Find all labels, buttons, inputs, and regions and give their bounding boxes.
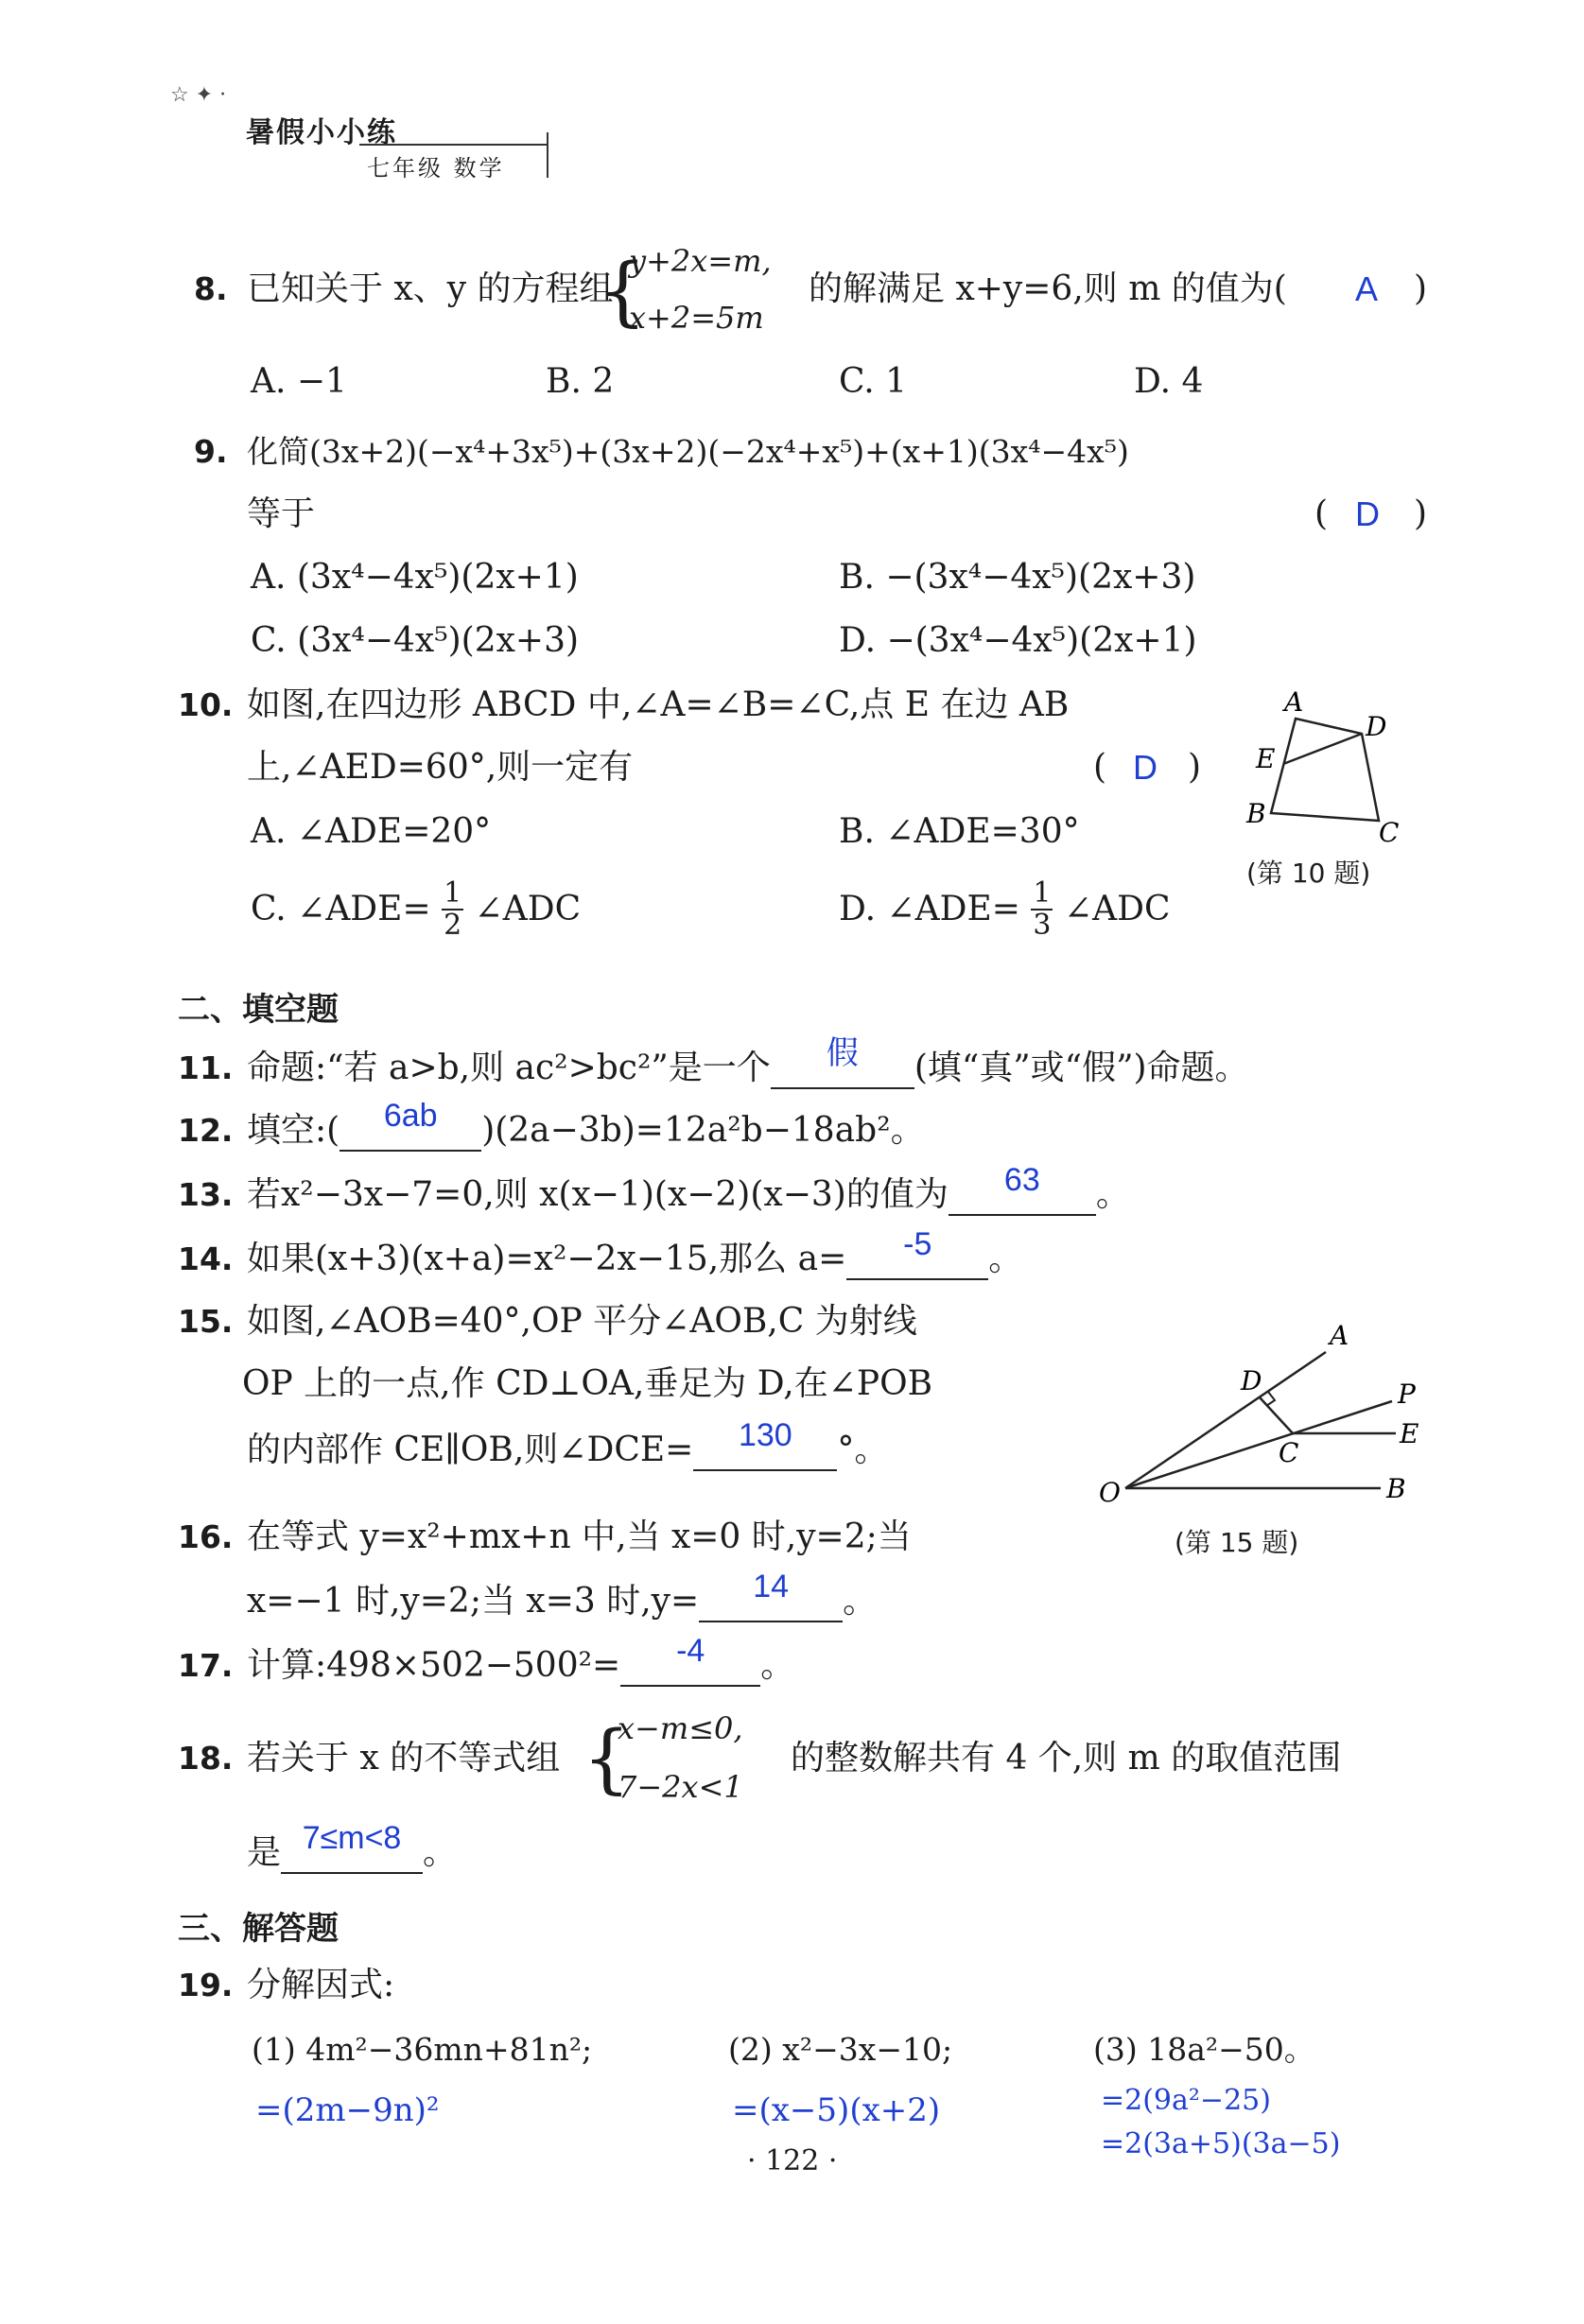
- question-10: [178, 685, 1246, 968]
- line3-before: 的内部作 CE∥OB,则∠DCE=: [247, 1431, 694, 1469]
- question-text-after: )(2a−3b)=12a²b−18ab²。: [481, 1111, 925, 1150]
- answer: -5: [903, 1226, 932, 1262]
- system-brace: {: [583, 1714, 631, 1802]
- question-text: 计算:498×502−500²=: [247, 1646, 621, 1685]
- question-text: 如果(x+3)(x+a)=x²−2x−15,那么 a=: [247, 1240, 847, 1278]
- question-number: 9.: [194, 433, 228, 470]
- inequality-1: x−m≤0,: [618, 1710, 743, 1746]
- option-b: B. −(3x⁴−4x⁵)(2x+3): [839, 558, 1196, 597]
- question-text-line2: 等于: [247, 494, 316, 533]
- question-14: [178, 1226, 1407, 1284]
- question-text-line2: [247, 1569, 878, 1622]
- question-8: [194, 243, 1428, 348]
- figure-10-caption: (第 10 题): [1246, 858, 1371, 889]
- option-b: B. ∠ADE=30°: [839, 812, 1080, 851]
- question-text: 若关于 x 的不等式组: [247, 1739, 561, 1778]
- option-c: [251, 878, 581, 954]
- option-a: A. ∠ADE=20°: [251, 812, 492, 851]
- segment-ed: [1283, 734, 1362, 764]
- answer-blank: [699, 1569, 843, 1622]
- answer: 假: [826, 1035, 859, 1071]
- line2-before: x=−1 时,y=2;当 x=3 时,y=: [247, 1582, 700, 1621]
- fraction-one-half: [442, 878, 463, 941]
- question-number: 19.: [178, 1967, 234, 2003]
- option-a: A. −1: [251, 362, 347, 401]
- option-d: D. −(3x⁴−4x⁵)(2x+1): [839, 621, 1197, 660]
- option-b: B. 2: [546, 362, 615, 401]
- figure-15-caption: (第 15 题): [1175, 1527, 1299, 1558]
- question-13: [178, 1162, 1407, 1220]
- question-11: [178, 1035, 1407, 1093]
- denominator: 2: [444, 909, 462, 942]
- right-angle-mark: [1266, 1392, 1275, 1406]
- page-number: · 122 ·: [747, 2144, 838, 2177]
- option-c: C. (3x⁴−4x⁵)(2x+3): [251, 621, 580, 660]
- part-1-answer: =(2m−9n)²: [255, 2091, 440, 2129]
- figure-angle-bisector: [1078, 1295, 1447, 1513]
- question-text-line2: 上,∠AED=60°,则一定有: [247, 748, 634, 787]
- label-e: E: [1256, 743, 1276, 774]
- part-2: (2) x²−3x−10;: [728, 2031, 953, 2068]
- question-text-after: (填“真”或“假”)命题。: [914, 1049, 1249, 1087]
- question-text-after: 。: [988, 1240, 1023, 1278]
- answer-blank: [339, 1098, 481, 1152]
- question-text: 化简(3x+2)(−x⁴+3x⁵)+(3x+2)(−2x⁴+x⁵)+(x+1)(3x⁴−4x⁵): [247, 433, 1129, 470]
- question-text-line2: [247, 1820, 458, 1874]
- ray-op: [1125, 1401, 1392, 1488]
- inequality-2: 7−2x<1: [618, 1769, 743, 1805]
- open-paren: (: [1314, 494, 1329, 533]
- part-3-answer-line1: =2(9a²−25): [1101, 2084, 1271, 2117]
- answer: D: [1133, 748, 1158, 787]
- label-o: O: [1099, 1477, 1121, 1508]
- answer: 14: [753, 1569, 790, 1604]
- label-e: E: [1400, 1418, 1419, 1449]
- label-c: C: [1379, 817, 1400, 848]
- label-d: D: [1366, 711, 1387, 742]
- answer: D: [1355, 494, 1380, 533]
- q8-options: [251, 361, 1385, 403]
- line3-after: °。: [837, 1431, 889, 1469]
- denominator: 3: [1033, 909, 1052, 942]
- answer-blank: [771, 1035, 914, 1089]
- answer: 6ab: [383, 1098, 438, 1134]
- close-paren: ): [1414, 494, 1428, 533]
- book-subtitle: 七年级 数学: [367, 155, 505, 182]
- question-text-after: 的解满足 x+y=6,则 m 的值为(: [809, 269, 1287, 308]
- question-16: [178, 1517, 1076, 1630]
- question-title: 分解因式:: [247, 1966, 395, 2004]
- section-solve: 三、解答题: [178, 1910, 339, 1948]
- quadrilateral-abcd: [1271, 719, 1379, 821]
- question-number: 10.: [178, 686, 234, 723]
- option-c-suffix: ∠ADC: [474, 890, 582, 928]
- label-b: B: [1386, 1473, 1406, 1504]
- option-d-prefix: D. ∠ADE=: [839, 890, 1020, 928]
- question-18: [178, 1708, 1436, 1878]
- label-a: A: [1330, 1320, 1349, 1351]
- question-number: 18.: [178, 1740, 234, 1777]
- numerator: 1: [1033, 876, 1052, 910]
- system-brace: {: [599, 247, 647, 335]
- question-number: 8.: [194, 270, 228, 307]
- option-d: D. 4: [1134, 362, 1204, 401]
- option-c-prefix: C. ∠ADE=: [251, 890, 431, 928]
- answer-blank: [949, 1162, 1096, 1216]
- close-paren: ): [1188, 748, 1202, 787]
- option-d: [839, 878, 1171, 954]
- question-text: 如图,∠AOB=40°,OP 平分∠AOB,C 为射线: [247, 1302, 917, 1341]
- question-number: 12.: [178, 1112, 234, 1149]
- label-c: C: [1279, 1437, 1299, 1468]
- question-number: 16.: [178, 1518, 234, 1555]
- question-number: 14.: [178, 1240, 234, 1277]
- question-text: 在等式 y=x²+mx+n 中,当 x=0 时,y=2;当: [247, 1518, 912, 1556]
- star-decoration-icon: ☆ ✦ ·: [170, 83, 227, 107]
- answer: 130: [738, 1417, 792, 1453]
- question-text-after: 的整数解共有 4 个,则 m 的取值范围: [791, 1739, 1342, 1778]
- answer: -4: [676, 1633, 705, 1669]
- question-text: 已知关于 x、y 的方程组: [247, 269, 614, 308]
- fraction-one-third: [1031, 878, 1053, 941]
- answer-blank: [846, 1226, 988, 1280]
- question-number: 11.: [178, 1049, 234, 1086]
- answer: 7≤m<8: [302, 1820, 402, 1856]
- answer: A: [1355, 269, 1379, 308]
- header-rule: [359, 144, 548, 146]
- label-p: P: [1398, 1379, 1416, 1410]
- question-number: 15.: [178, 1303, 234, 1340]
- header: [170, 76, 567, 180]
- segment-cd: [1260, 1397, 1293, 1433]
- header-vertical-rule: [547, 132, 548, 178]
- equation-1: y+2x=m,: [629, 243, 772, 279]
- option-c: C. 1: [839, 362, 908, 401]
- question-text-line3: [247, 1417, 889, 1471]
- question-text-after: 。: [1095, 1175, 1130, 1214]
- question-text: 命题:“若 a>b,则 ac²>bc²”是一个: [247, 1049, 771, 1087]
- line2-after: 。: [843, 1582, 878, 1621]
- label-b: B: [1246, 798, 1266, 829]
- part-3: (3) 18a²−50。: [1093, 2031, 1315, 2068]
- question-text: 填空:(: [247, 1111, 340, 1150]
- question-text-after: 。: [760, 1646, 795, 1685]
- label-d: D: [1241, 1365, 1262, 1396]
- part-1: (1) 4m²−36mn+81n²;: [252, 2031, 593, 2068]
- line2-before: 是: [247, 1833, 282, 1872]
- option-a: A. (3x⁴−4x⁵)(2x+1): [251, 558, 579, 597]
- answer-blank: [693, 1417, 837, 1471]
- numerator: 1: [444, 876, 462, 910]
- answer: 63: [1003, 1162, 1040, 1198]
- open-paren: (: [1093, 748, 1107, 787]
- question-text: 如图,在四边形 ABCD 中,∠A=∠B=∠C,点 E 在边 AB: [247, 685, 1070, 724]
- question-number: 13.: [178, 1176, 234, 1213]
- part-2-answer: =(x−5)(x+2): [732, 2091, 941, 2129]
- question-15: [178, 1301, 1076, 1509]
- close-paren: ): [1414, 269, 1428, 308]
- label-a: A: [1284, 686, 1304, 718]
- line2-after: 。: [423, 1833, 458, 1872]
- question-text-line2: OP 上的一点,作 CD⊥OA,垂足为 D,在∠POB: [242, 1364, 933, 1403]
- answer-blank: [620, 1633, 760, 1687]
- question-number: 17.: [178, 1647, 234, 1684]
- equation-2: x+2=5m: [629, 300, 764, 336]
- option-d-suffix: ∠ADC: [1063, 890, 1171, 928]
- part-3-answer-line2: =2(3a+5)(3a−5): [1101, 2127, 1341, 2160]
- question-12: [178, 1098, 1407, 1155]
- book-title: 暑假小小练: [246, 116, 397, 149]
- section-fill-in: 二、填空题: [178, 991, 339, 1029]
- answer-blank: [281, 1820, 423, 1874]
- question-17: [178, 1633, 1407, 1691]
- question-text: 若x²−3x−7=0,则 x(x−1)(x−2)(x−3)的值为: [247, 1175, 949, 1214]
- question-9: [194, 431, 1428, 715]
